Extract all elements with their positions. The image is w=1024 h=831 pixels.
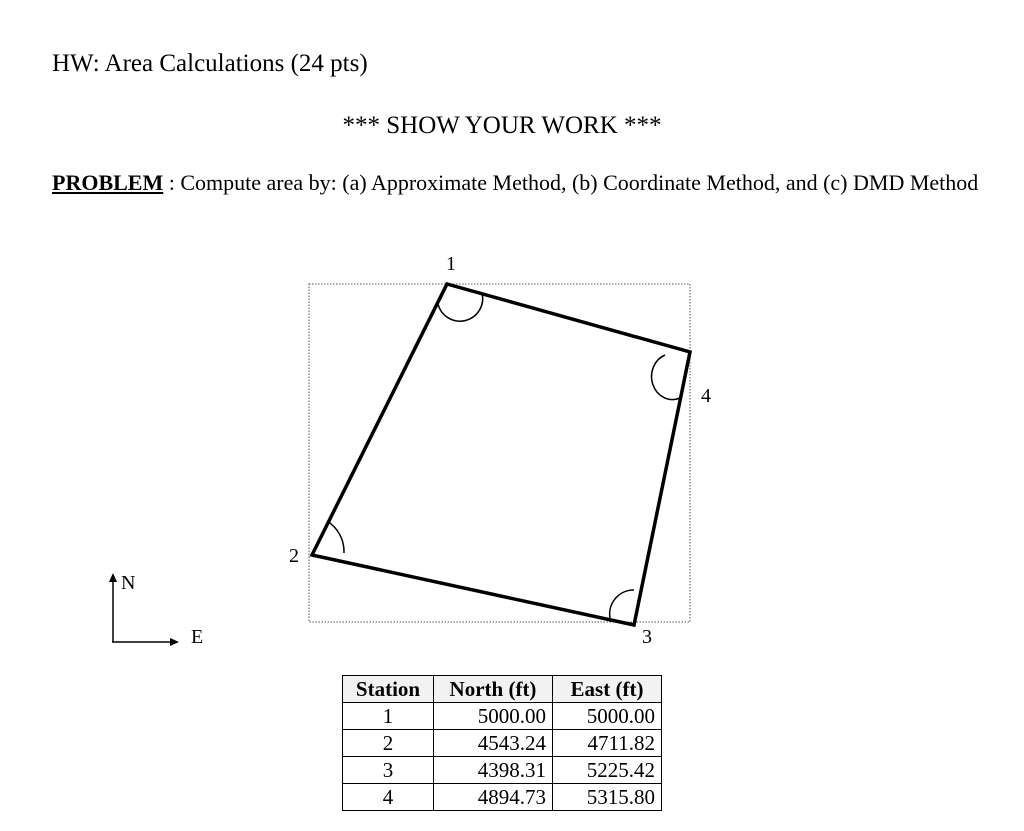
problem-label: PROBLEM	[52, 170, 164, 195]
north-cell: 5000.00	[434, 703, 553, 730]
page-title: HW: Area Calculations (24 pts)	[52, 50, 368, 77]
station-cell: 1	[343, 703, 434, 730]
problem-colon: :	[163, 170, 181, 195]
table-header-row	[343, 676, 662, 703]
header-station: Station	[343, 676, 434, 703]
east-cell: 4711.82	[553, 730, 662, 757]
header-east: East (ft)	[553, 676, 662, 703]
north-cell: 4894.73	[434, 784, 553, 811]
station-label-4: 4	[701, 385, 711, 407]
east-cell: 5225.42	[553, 757, 662, 784]
east-cell: 5000.00	[553, 703, 662, 730]
station-cell: 2	[343, 730, 434, 757]
north-label: N	[121, 572, 136, 594]
show-work-banner: *** SHOW YOUR WORK ***	[342, 112, 662, 139]
north-cell: 4398.31	[434, 757, 553, 784]
station-cell: 4	[343, 784, 434, 811]
table-row	[343, 703, 662, 730]
east-cell: 5315.80	[553, 784, 662, 811]
angle-arc-3	[610, 590, 634, 618]
angle-arc-2	[327, 521, 344, 553]
table-row	[343, 757, 662, 784]
problem-text: Compute area by: (a) Approximate Method, (b) Coordinate Method, and (c) DMD Method	[180, 170, 979, 195]
coordinates-table	[342, 675, 662, 811]
table-row	[343, 784, 662, 811]
north-cell: 4543.24	[434, 730, 553, 757]
angle-arc-4	[652, 355, 680, 400]
angle-arc-1	[438, 293, 483, 321]
station-label-3: 3	[642, 626, 652, 648]
table-row	[343, 730, 662, 757]
header-north: North (ft)	[434, 676, 553, 703]
traverse-polygon	[312, 284, 690, 625]
north-arrow-icon	[109, 573, 179, 646]
station-cell: 3	[343, 757, 434, 784]
east-label: E	[191, 626, 204, 648]
station-label-1: 1	[446, 253, 456, 275]
station-label-2: 2	[289, 545, 299, 567]
